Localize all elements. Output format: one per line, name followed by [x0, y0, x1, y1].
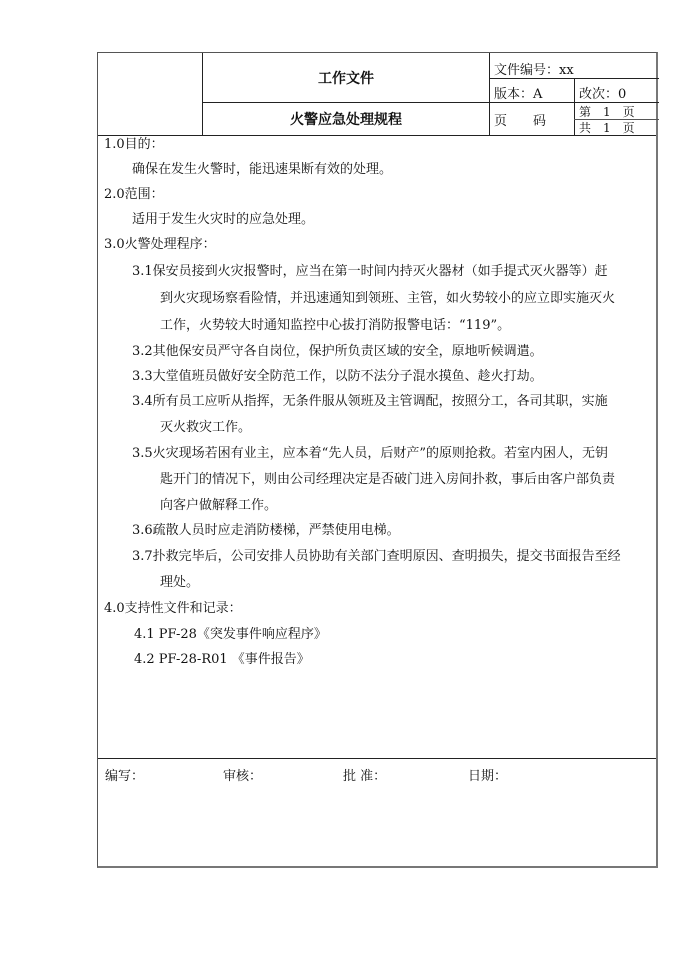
paragraph: 确保在发生火警时，能迅速果断有效的处理。 — [132, 162, 393, 177]
page-total: 共 1 页 — [579, 121, 635, 135]
document-page — [97, 52, 658, 868]
paragraph: 3.3大堂值班员做好安全防范工作，以防不法分子混水摸鱼、趁火打劫。 — [132, 369, 543, 384]
paragraph: 3.7扑救完毕后，公司安排人员协助有关部门查明原因、查明损失，提交书面报告至经 — [132, 549, 621, 564]
doc-type: 工作文件 — [318, 70, 374, 87]
revision: 改次：0 — [579, 86, 627, 102]
section-title: 2.0范围： — [104, 187, 164, 202]
paragraph: 4.1 PF-28《突发事件响应程序》 — [134, 627, 327, 642]
file-number: 文件编号：xx — [494, 62, 574, 78]
date-label: 日期： — [468, 769, 508, 784]
paragraph: 适用于发生火灾时的应急处理。 — [132, 212, 315, 227]
page-label: 页 码 — [494, 113, 547, 129]
paragraph: 3.4所有员工应听从指挥，无条件服从领班及主管调配，按照分工，各司其职，实施 — [132, 394, 608, 409]
section-title: 1.0目的： — [104, 137, 164, 152]
paragraph: 向客户做解释工作。 — [160, 498, 278, 513]
paragraph: 3.5火灾现场若困有业主，应本着“先人员，后财产”的原则抢救。若室内困人，无钥 — [132, 446, 608, 461]
paragraph: 匙开门的情况下，则由公司经理决定是否破门进入房间扑救，事后由客户部负责 — [160, 472, 616, 487]
doc-title: 火警应急处理规程 — [290, 112, 402, 128]
divider — [489, 78, 659, 79]
paragraph: 3.1保安员接到火灾报警时，应当在第一时间内持灭火器材（如手提式灭火器等）赶 — [132, 264, 608, 279]
section-title: 4.0支持性文件和记录： — [104, 601, 242, 616]
footer-divider — [98, 758, 656, 759]
paragraph: 4.2 PF-28-R01 《事件报告》 — [134, 652, 310, 667]
page-current: 第 1 页 — [579, 104, 635, 119]
paragraph: 到火灾现场察看险情，并迅速通知到领班、主管，如火势较小的应立即实施灭火 — [160, 291, 616, 306]
paragraph: 3.2其他保安员严守各自岗位，保护所负责区域的安全，原地听候调遣。 — [132, 344, 543, 359]
approver-label: 批 准： — [343, 769, 387, 784]
reviewer-label: 审核： — [223, 769, 263, 784]
paragraph: 工作，火势较大时通知监控中心拔打消防报警电话：“119”。 — [160, 318, 511, 333]
author-label: 编写： — [105, 769, 145, 784]
paragraph: 理处。 — [160, 575, 200, 590]
paragraph: 灭火救灾工作。 — [160, 420, 252, 435]
paragraph: 3.6疏散人员时应走消防楼梯，严禁使用电梯。 — [132, 523, 400, 538]
document-header — [98, 53, 656, 136]
section-title: 3.0火警处理程序： — [104, 237, 216, 252]
version: 版本：A — [494, 86, 543, 102]
